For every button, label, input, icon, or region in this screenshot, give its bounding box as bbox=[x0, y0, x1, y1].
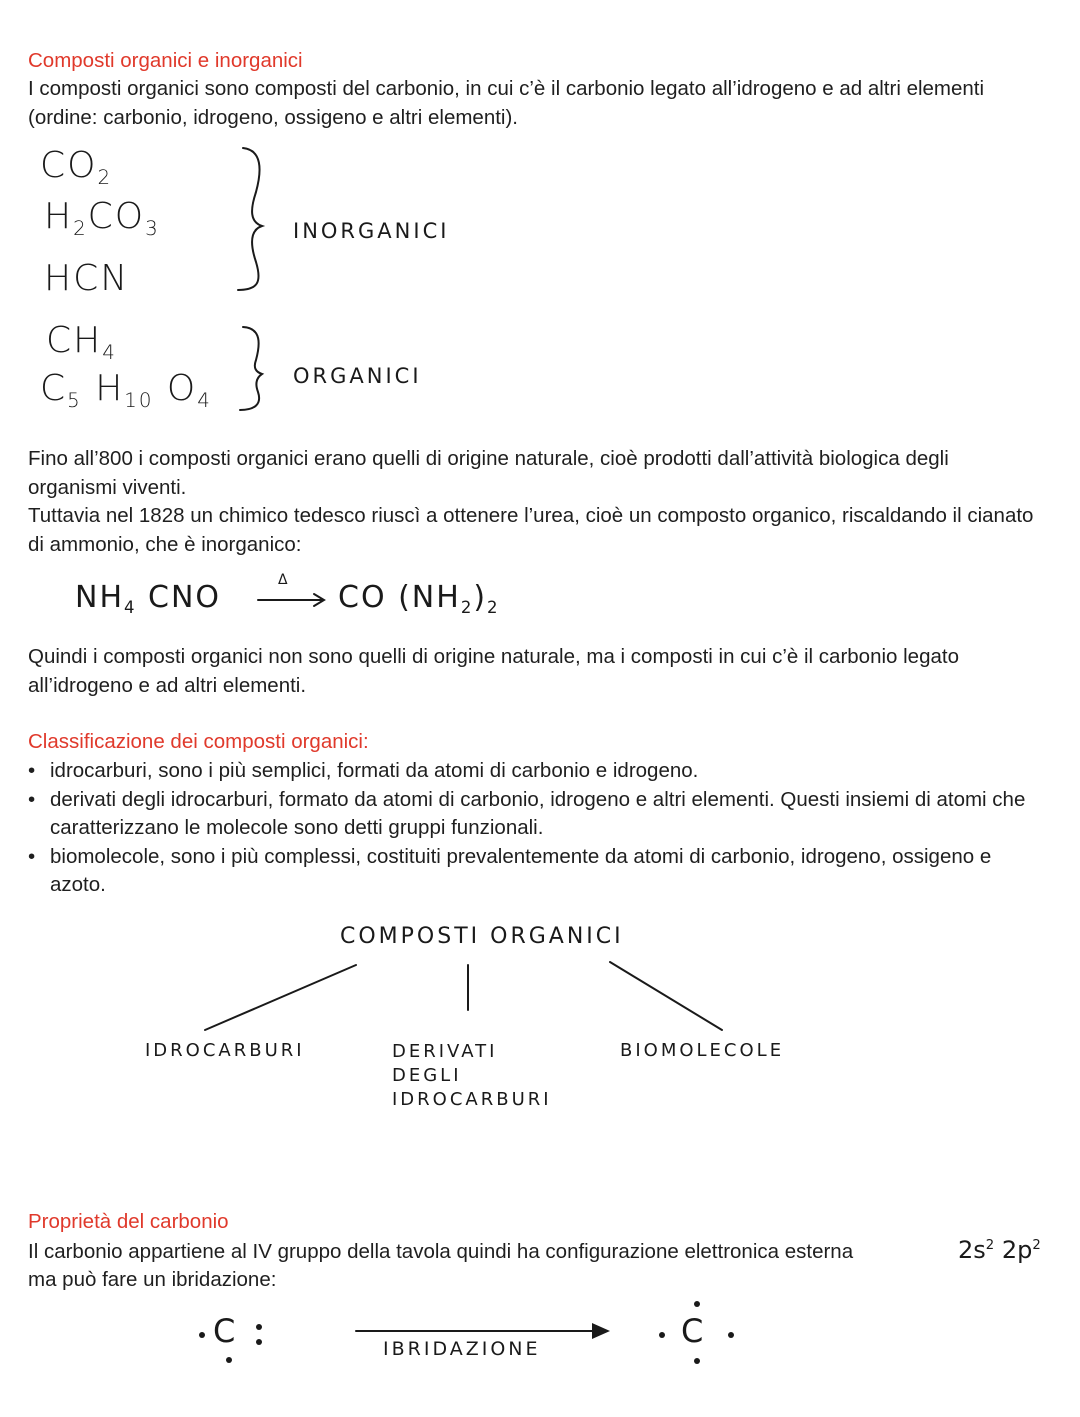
list-item-idrocarburi: • idrocarburi, sono i più semplici, formati da atomi di carbonio e idrogeno. bbox=[28, 757, 1048, 786]
tree-leaf-derivati-line1: DERIVATI bbox=[392, 1041, 498, 1062]
formula-hcn: HCN bbox=[44, 258, 130, 299]
tree-root-label: COMPOSTI ORGANICI bbox=[340, 924, 624, 949]
reaction-reactant: NH4 CNO bbox=[75, 580, 222, 617]
brace-inorganici bbox=[238, 148, 262, 290]
label-ibridazione: IBRIDAZIONE bbox=[383, 1338, 541, 1360]
formula-ch4: CH4 bbox=[46, 320, 117, 364]
section-heading-composti: Composti organici e inorganici bbox=[28, 49, 303, 72]
paragraph-ibridazione: ma può fare un ibridazione: bbox=[28, 1268, 277, 1291]
list-item-biomolecole: • biomolecole, sono i più complessi, costituiti prevalentemente da atomi di carbonio, idrogeno, ossigeno e azoto. bbox=[28, 843, 1048, 900]
section-heading-classificazione: Classificazione dei composti organici: bbox=[28, 730, 369, 753]
hybridization-arrow-head bbox=[592, 1323, 610, 1339]
carbon-atom-before: C bbox=[213, 1312, 238, 1350]
tree-leaf-biomolecole: BIOMOLECOLE bbox=[620, 1040, 785, 1061]
reaction-product: CO (NH2)2 bbox=[338, 580, 500, 617]
electron-dots bbox=[199, 1301, 734, 1364]
tree-line-left bbox=[205, 965, 356, 1030]
electron-configuration: $2s^2$ $2p^2$ bbox=[958, 1236, 1041, 1264]
section-heading-proprieta: Proprietà del carbonio bbox=[28, 1210, 229, 1233]
label-organici: ORGANICI bbox=[293, 364, 422, 388]
tree-line-right bbox=[610, 962, 722, 1030]
formula-h2co3: H2CO3 bbox=[44, 196, 160, 240]
list-item-derivati: • derivati degli idrocarburi, formato da atomi di carbonio, idrogeno e altri elementi. Questi insiemi di atomi che caratterizzano le molecole sono detti gruppi funzionali. bbox=[28, 786, 1048, 843]
intro-paragraph: I composti organici sono composti del carbonio, in cui c’è il carbonio legato all’idrogeno e ad altri elementi (ordine: carbonio, idrogeno, ossigeno e altri elementi). bbox=[28, 77, 985, 129]
formula-c5h10o4: C5 H10 O4 bbox=[40, 368, 212, 412]
paragraph-origine-naturale: Fino all’800 i composti organici erano quelli di origine naturale, cioè prodotti dall’attività biologica degli organismi viventi. bbox=[28, 447, 949, 499]
paragraph-carbonio: Il carbonio appartiene al IV gruppo della tavola quindi ha configurazione elettronica esterna bbox=[28, 1240, 854, 1263]
paragraph-urea: Tuttavia nel 1828 un chimico tedesco riuscì a ottenere l’urea, cioè un composto organico, riscaldando il cianato di ammonio, che è inorganico: bbox=[28, 504, 1034, 556]
carbon-atom-after: C bbox=[681, 1312, 706, 1350]
brace-organici bbox=[240, 327, 262, 410]
paragraph-conclusione: Quindi i composti organici non sono quelli di origine naturale, ma i composti in cui c’è il carbonio legato all’idrogeno e ad altri elementi. bbox=[28, 645, 959, 697]
reaction-arrow bbox=[258, 594, 324, 606]
tree-leaf-idrocarburi: IDROCARBURI bbox=[145, 1040, 305, 1061]
tree-leaf-derivati-line3: IDROCARBURI bbox=[392, 1089, 552, 1110]
reaction-heat-symbol: Δ bbox=[278, 572, 290, 588]
formula-co2: CO2 bbox=[40, 145, 113, 189]
label-inorganici: INORGANICI bbox=[293, 219, 450, 243]
tree-leaf-derivati-line2: DEGLI bbox=[392, 1065, 462, 1086]
